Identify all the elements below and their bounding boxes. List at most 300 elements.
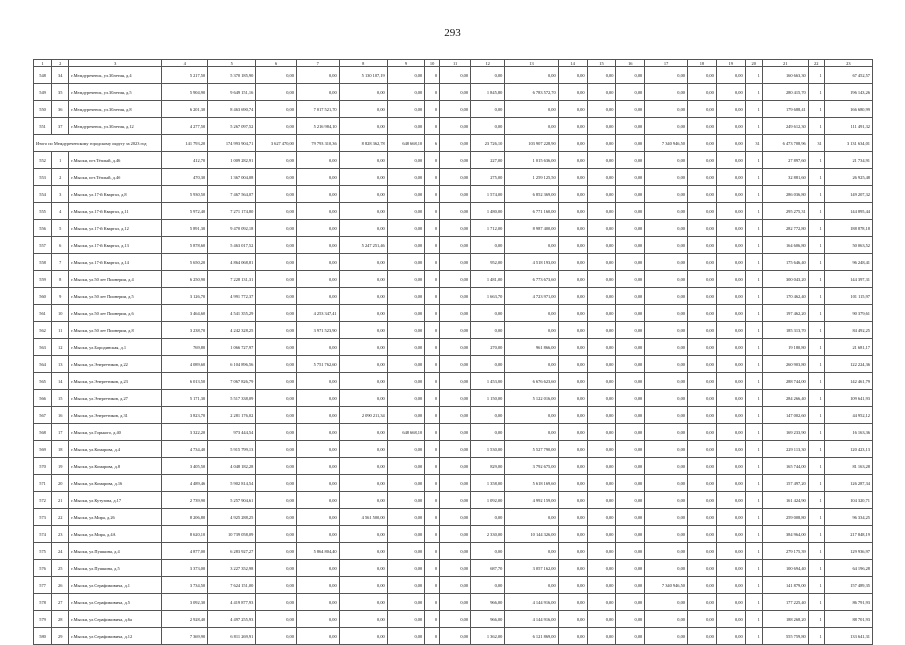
table-cell: 0,00 (505, 543, 558, 560)
table-cell: 0,00 (440, 84, 471, 101)
table-row (34, 526, 873, 543)
index-cell: 2 (52, 169, 69, 186)
table-cell: 5 527 790,00 (505, 441, 558, 458)
table-cell: 0,00 (339, 101, 387, 118)
table-cell: 0,00 (687, 424, 716, 441)
table-cell: 0,00 (645, 543, 688, 560)
table-cell: 0,00 (387, 220, 424, 237)
table-cell: 0,00 (558, 594, 587, 611)
table-cell: 0,00 (339, 543, 387, 560)
table-cell: 0,00 (616, 526, 645, 543)
table-cell: 0,00 (387, 458, 424, 475)
table-row (34, 509, 873, 526)
table-cell: 0,00 (296, 220, 339, 237)
table-cell: 4 541 355,29 (208, 305, 256, 322)
table-cell: 1 (745, 424, 762, 441)
table-cell: 5 915 799,13 (208, 441, 256, 458)
index-cell: 12 (52, 339, 69, 356)
table-cell: 27 897,60 (762, 152, 808, 169)
table-cell: 0 (425, 322, 440, 339)
table-cell: 0,00 (440, 118, 471, 135)
table-row (34, 186, 873, 203)
table-cell: 0 (425, 67, 440, 84)
table-cell: 0,00 (558, 560, 587, 577)
table-cell: 0,00 (716, 441, 745, 458)
table-cell: 0 (425, 186, 440, 203)
column-number: 16 (616, 60, 645, 67)
table-cell: 0,00 (256, 237, 297, 254)
table-cell: 0,00 (687, 509, 716, 526)
table-cell: 0,00 (587, 186, 616, 203)
address-cell: г.Мыски, ул.Серафимовича, д.5 (69, 594, 162, 611)
table-cell: 1 (808, 339, 824, 356)
table-cell: 0,00 (471, 509, 505, 526)
table-cell: 0,00 (440, 407, 471, 424)
table-cell: 5 247 251,46 (339, 237, 387, 254)
table-cell: 0,00 (645, 628, 688, 645)
table-cell: 0,00 (616, 594, 645, 611)
index-cell: 27 (52, 594, 69, 611)
table-cell: 0,00 (440, 509, 471, 526)
table-cell: 280 415,70 (762, 84, 808, 101)
table-cell: 0,00 (687, 458, 716, 475)
column-number: 3 (69, 60, 162, 67)
table-cell: 0,00 (558, 356, 587, 373)
table-cell: 0,00 (339, 288, 387, 305)
table-cell: 0,00 (505, 509, 558, 526)
table-cell: 5 217,50 (162, 67, 208, 84)
table-cell: 1 092,00 (471, 492, 505, 509)
table-cell: 0,00 (645, 288, 688, 305)
table-cell: 0,00 (440, 611, 471, 628)
table-cell: 0,00 (440, 560, 471, 577)
table-cell: 0,00 (339, 339, 387, 356)
table-cell: 0,00 (387, 560, 424, 577)
table-cell: 0,00 (587, 118, 616, 135)
table-cell: 4 489,46 (162, 475, 208, 492)
table-cell: 1 (745, 594, 762, 611)
table-cell: 0,00 (716, 271, 745, 288)
address-cell: г.Мыски, ул.17-й Квартал, д.13 (69, 237, 162, 254)
table-cell: 1 (745, 254, 762, 271)
table-cell: 0,00 (716, 339, 745, 356)
table-row (34, 254, 873, 271)
table-cell: 1 (808, 458, 824, 475)
address-cell: г.Мыски, ул.50 лет Пионерии, д.8 (69, 322, 162, 339)
table-cell: 141 793,20 (162, 135, 208, 152)
table-cell: 0,00 (339, 84, 387, 101)
table-cell: 0,00 (471, 305, 505, 322)
table-cell: 0,00 (716, 475, 745, 492)
table-row (34, 441, 873, 458)
table-cell: 1 (808, 118, 824, 135)
table-cell: 0,00 (440, 356, 471, 373)
table-cell: 0,00 (440, 169, 471, 186)
table-cell: 952,00 (471, 254, 505, 271)
address-cell: г.Мыски, ул.17-й Квартал, д.8 (69, 186, 162, 203)
table-cell: 0,00 (558, 577, 587, 594)
table-cell: 1 (745, 407, 762, 424)
table-cell: 0,00 (339, 475, 387, 492)
address-cell: г.Междуреченск, ул.30летия, д.12 (69, 118, 162, 135)
table-cell: 0,00 (296, 288, 339, 305)
table-cell: 0,00 (716, 152, 745, 169)
table-cell: 188 878,18 (824, 220, 872, 237)
table-cell: 0,00 (558, 458, 587, 475)
table-cell: 0,00 (256, 254, 297, 271)
address-cell: г.Мыски, ул.17-й Квартал, д.14 (69, 254, 162, 271)
table-cell: 0,00 (587, 390, 616, 407)
table-cell: 384 964,00 (762, 526, 808, 543)
table-cell: 0,00 (687, 169, 716, 186)
table-cell: 0,00 (440, 628, 471, 645)
table-cell: 0,00 (687, 220, 716, 237)
table-cell: 5 972,40 (162, 203, 208, 220)
table-cell: 4 277,50 (162, 118, 208, 135)
column-number: 7 (296, 60, 339, 67)
table-cell: 0,00 (587, 611, 616, 628)
index-cell: 575 (34, 543, 52, 560)
index-cell: 558 (34, 254, 52, 271)
table-cell: 0,00 (645, 492, 688, 509)
table-cell: 0,00 (716, 458, 745, 475)
table-cell: 2 928,40 (162, 611, 208, 628)
table-cell: 0,00 (558, 526, 587, 543)
address-cell: г.Мыски, ул.Комарова, д.4 (69, 441, 162, 458)
table-cell: 5 930,50 (162, 186, 208, 203)
table-cell: 0,00 (716, 169, 745, 186)
table-cell: 16 163,36 (824, 424, 872, 441)
column-number: 21 (762, 60, 808, 67)
table-cell: 0,00 (387, 203, 424, 220)
table-cell: 0 (425, 611, 440, 628)
table-cell: 0,00 (440, 288, 471, 305)
table-cell: 0,00 (440, 152, 471, 169)
table-cell: 0,00 (256, 339, 297, 356)
table-cell: 0,00 (440, 339, 471, 356)
table-cell: 0,00 (387, 475, 424, 492)
table-cell: 0,00 (687, 203, 716, 220)
table-cell: 0,00 (716, 560, 745, 577)
table-row (34, 390, 873, 407)
table-cell: 0,00 (339, 305, 387, 322)
table-cell: 2 090 211,34 (339, 407, 387, 424)
table-cell: 259 008,80 (762, 509, 808, 526)
table-cell: 0,00 (471, 322, 505, 339)
table-cell: 0,00 (616, 441, 645, 458)
column-number: 9 (387, 60, 424, 67)
table-cell: 0,00 (339, 594, 387, 611)
table-cell: 4 253 347,41 (296, 305, 339, 322)
index-cell: 14 (52, 373, 69, 390)
table-cell: 0,00 (716, 220, 745, 237)
table-cell: 0,00 (387, 271, 424, 288)
table-cell: 0,00 (296, 84, 339, 101)
table-cell: 0,00 (687, 594, 716, 611)
table-cell: 0,00 (687, 339, 716, 356)
column-number: 22 (808, 60, 824, 67)
table-cell: 6 104 896,56 (208, 356, 256, 373)
column-number: 14 (558, 60, 587, 67)
table-cell: 7 067 826,79 (208, 373, 256, 390)
table-cell: 0,00 (387, 373, 424, 390)
column-number: 17 (645, 60, 688, 67)
table-cell: 0,00 (716, 237, 745, 254)
table-cell: 0,00 (471, 67, 505, 84)
table-cell: 7 017 521,70 (296, 101, 339, 118)
table-row (34, 339, 873, 356)
table-cell: 0,00 (716, 492, 745, 509)
table-cell: 0,00 (256, 611, 297, 628)
table-cell: 90 379,61 (824, 305, 872, 322)
table-cell: 0,00 (256, 203, 297, 220)
table-cell: 1 (808, 169, 824, 186)
column-number: 18 (687, 60, 716, 67)
table-cell: 0,00 (616, 203, 645, 220)
table-cell: 2 281 176,02 (208, 407, 256, 424)
index-cell: 3 (52, 186, 69, 203)
index-cell: 548 (34, 67, 52, 84)
table-cell: 0,00 (616, 492, 645, 509)
table-cell: 0,00 (440, 390, 471, 407)
table-cell: 5 130 107,19 (339, 67, 387, 84)
index-cell: 9 (52, 288, 69, 305)
table-cell: 0,00 (587, 84, 616, 101)
table-cell: 1 015 636,00 (505, 152, 558, 169)
table-cell: 6 250,90 (162, 271, 208, 288)
address-cell: г.Мыски, ул.Горького, д.40 (69, 424, 162, 441)
table-cell: 0 (425, 441, 440, 458)
index-cell: 554 (34, 186, 52, 203)
table-cell: 5 370 185,90 (208, 67, 256, 84)
index-cell: 22 (52, 509, 69, 526)
table-cell: 0,00 (387, 152, 424, 169)
table-cell: 0,00 (687, 628, 716, 645)
table-cell: 0,00 (587, 305, 616, 322)
table-cell: 174 993 904,71 (208, 135, 256, 152)
table-cell: 1 (808, 305, 824, 322)
table-cell: 0,00 (645, 339, 688, 356)
table-cell: 0,00 (471, 543, 505, 560)
table-cell: 0,00 (587, 492, 616, 509)
table-cell: 0,00 (296, 152, 339, 169)
table-cell: 0,00 (471, 101, 505, 118)
table-row (34, 560, 873, 577)
table-cell: 9 470 092,18 (208, 220, 256, 237)
table-cell: 966,00 (471, 611, 505, 628)
table-cell: 282 772,80 (762, 220, 808, 237)
table-cell: 0,00 (558, 118, 587, 135)
table-cell: 1 (745, 390, 762, 407)
table-cell: 5 902 814,54 (208, 475, 256, 492)
table-cell: 0,00 (645, 373, 688, 390)
table-cell: 1 (808, 526, 824, 543)
address-cell: г.Мыски, ул.Серафимовича, д.12 (69, 628, 162, 645)
table-cell: 3 227 352,98 (208, 560, 256, 577)
table-cell: 133 641,31 (824, 628, 872, 645)
table-cell: 0,00 (587, 254, 616, 271)
table-cell: 0,00 (616, 254, 645, 271)
table-cell: 157 489,35 (824, 577, 872, 594)
index-cell: 570 (34, 458, 52, 475)
table-cell: 1 259 125,50 (505, 169, 558, 186)
table-cell: 0,00 (505, 118, 558, 135)
column-number: 10 (425, 60, 440, 67)
table-cell: 3 373,00 (162, 560, 208, 577)
table-cell: 1 481,00 (471, 271, 505, 288)
table-row (34, 84, 873, 101)
table-cell: 0,00 (558, 203, 587, 220)
table-cell: 0,00 (716, 118, 745, 135)
index-cell: 551 (34, 118, 52, 135)
table-cell: 3 971 523,90 (296, 322, 339, 339)
table-cell: 0,00 (716, 203, 745, 220)
table-cell: 0,00 (296, 186, 339, 203)
table-cell: 1 (745, 322, 762, 339)
table-cell: 0 (425, 628, 440, 645)
table-cell: 0,00 (616, 305, 645, 322)
table-cell: 1 (745, 186, 762, 203)
table-cell: 0,00 (256, 526, 297, 543)
address-cell: г.Мыски, ул.Комарова, д.16 (69, 475, 162, 492)
table-cell: 3 405,50 (162, 458, 208, 475)
table-cell: 1 (745, 526, 762, 543)
table-row (34, 475, 873, 492)
table-cell: 0,00 (587, 203, 616, 220)
table-cell: 1 (808, 356, 824, 373)
table-cell: 0,00 (387, 288, 424, 305)
table-cell: 2 330,00 (471, 526, 505, 543)
table-cell: 0,00 (645, 560, 688, 577)
table-cell: 0,00 (296, 203, 339, 220)
table-cell: 1 150,00 (471, 390, 505, 407)
table-cell: 122 224,36 (824, 356, 872, 373)
table-cell: 0,00 (587, 458, 616, 475)
table-row (34, 424, 873, 441)
table-cell: 0,00 (645, 509, 688, 526)
table-cell: 0,00 (296, 424, 339, 441)
table-cell: 0,00 (505, 424, 558, 441)
table-cell: 0,00 (587, 594, 616, 611)
table-cell: 0 (425, 254, 440, 271)
table-cell: 5 650,20 (162, 254, 208, 271)
table-cell: 0,00 (616, 288, 645, 305)
table-cell: 0,00 (505, 305, 558, 322)
table-cell: 279 175,39 (762, 543, 808, 560)
table-cell: 3 238,70 (162, 322, 208, 339)
table-cell: 0,00 (616, 628, 645, 645)
table-cell: 1 (808, 101, 824, 118)
table-cell: 1 712,00 (471, 220, 505, 237)
table-cell: 1 (745, 577, 762, 594)
table-cell: 7 624 151,00 (208, 577, 256, 594)
table-cell: 21 734,91 (824, 152, 872, 169)
table-cell: 0,00 (687, 577, 716, 594)
table-cell: 0,00 (687, 271, 716, 288)
table-cell: 0 (425, 577, 440, 594)
table-cell: 4 144 916,00 (505, 594, 558, 611)
table-cell: 4 497 255,93 (208, 611, 256, 628)
table-cell: 0,00 (716, 186, 745, 203)
table-cell: 0,00 (339, 577, 387, 594)
table-cell: 1 (745, 305, 762, 322)
table-cell: 0,00 (616, 152, 645, 169)
table-cell: 1 (745, 492, 762, 509)
index-cell: 572 (34, 492, 52, 509)
table-cell: 0,00 (587, 288, 616, 305)
table-cell: 1 (808, 271, 824, 288)
table-cell: 0,00 (687, 118, 716, 135)
table-cell: 0,00 (387, 407, 424, 424)
column-number: 5 (208, 60, 256, 67)
table-cell: 1 (745, 118, 762, 135)
index-cell: 562 (34, 322, 52, 339)
table-cell: 0 (425, 543, 440, 560)
table-cell: 1 (745, 373, 762, 390)
table-cell: 0 (425, 220, 440, 237)
table-cell: 44 952,12 (824, 407, 872, 424)
table-cell: 0,00 (716, 594, 745, 611)
index-cell: 23 (52, 526, 69, 543)
table-cell: 0,00 (645, 594, 688, 611)
column-number: 23 (824, 60, 872, 67)
table-cell: 0,00 (616, 135, 645, 152)
table-cell: 0,00 (687, 543, 716, 560)
table-cell: 0,00 (587, 322, 616, 339)
table-cell: 0,00 (339, 322, 387, 339)
table-cell: 196 143,26 (824, 84, 872, 101)
table-cell: 0,00 (587, 67, 616, 84)
index-cell: 555 (34, 203, 52, 220)
table-cell: 1 (745, 152, 762, 169)
table-cell: 3 464,60 (162, 305, 208, 322)
table-cell: 6 473 708,96 (762, 135, 808, 152)
table-cell: 0,00 (339, 390, 387, 407)
table-cell: 0,00 (505, 67, 558, 84)
table-cell: 0,00 (296, 611, 339, 628)
table-cell: 0,00 (616, 271, 645, 288)
table-row (34, 152, 873, 169)
table-cell: 0,00 (471, 118, 505, 135)
table-cell: 7 340 946,50 (645, 577, 688, 594)
table-cell: 4 734,40 (162, 441, 208, 458)
table-cell: 7 228 131,31 (208, 271, 256, 288)
table-cell: 0,00 (440, 577, 471, 594)
address-cell: г.Мыски, ул.Бородинская, д.1 (69, 339, 162, 356)
index-cell: 567 (34, 407, 52, 424)
table-cell: 32 881,60 (762, 169, 808, 186)
table-cell: 1 (808, 186, 824, 203)
table-cell: 0 (425, 84, 440, 101)
table-cell: 3 734,50 (162, 577, 208, 594)
table-cell: 1 (808, 475, 824, 492)
table-row (34, 220, 873, 237)
table-cell: 0,00 (558, 407, 587, 424)
table-row (34, 577, 873, 594)
table-cell: 5 618 169,60 (505, 475, 558, 492)
table-cell: 0,00 (616, 84, 645, 101)
table-cell: 270,00 (471, 339, 505, 356)
table-cell: 0,00 (387, 186, 424, 203)
table-cell: 31 (808, 135, 824, 152)
index-cell: 560 (34, 288, 52, 305)
index-cell: 20 (52, 475, 69, 492)
address-cell: г.Мыски, ул.Пушкина, д.4 (69, 543, 162, 560)
table-cell: 0,00 (616, 169, 645, 186)
table-cell: 197 462,20 (762, 305, 808, 322)
table-cell: 1 (745, 169, 762, 186)
table-cell: 7 340 946,50 (645, 135, 688, 152)
